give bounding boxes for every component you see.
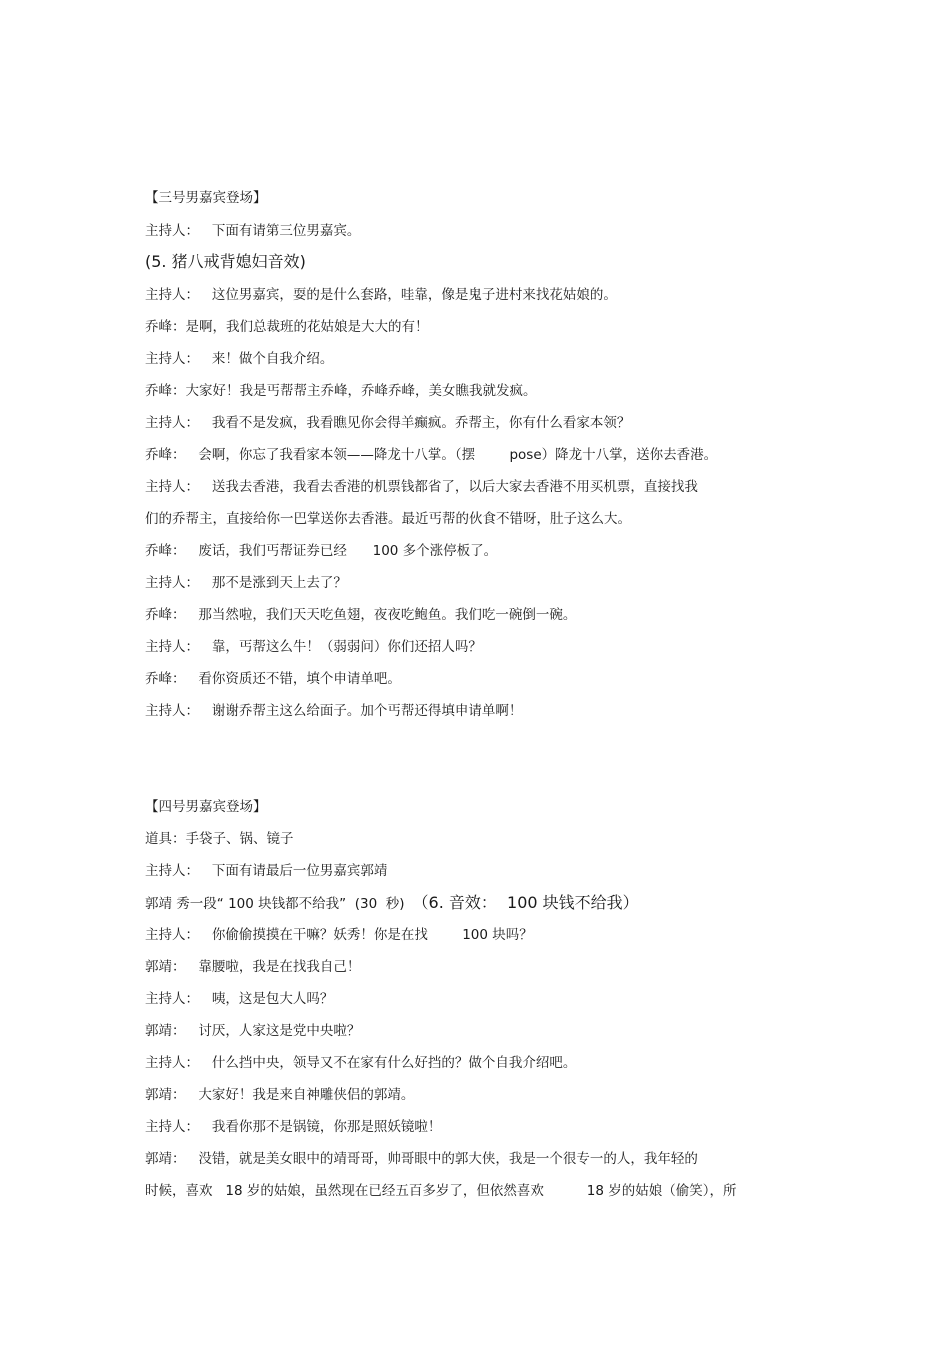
sound-effect-line: (5. 猪八戒背媳妇音效): [145, 252, 306, 271]
dialogue-line: 主持人： 靠，丐帮这么牛！（弱弱问）你们还招人吗？: [145, 639, 482, 655]
dialogue-line: 郭靖： 靠腰啦，我是在找我自己！: [145, 959, 361, 975]
dialogue-line: 主持人： 下面有请第三位男嘉宾。: [145, 223, 361, 239]
dialogue-line: 乔峰： 废话，我们丐帮证券已经 100 多个涨停板了。: [145, 543, 498, 559]
dialogue-line: 主持人： 这位男嘉宾，耍的是什么套路，哇靠，像是鬼子进村来找花姑娘的。: [145, 287, 617, 303]
dialogue-line: 们的乔帮主，直接给你一巴掌送你去香港。最近丐帮的伙食不错呀，肚子这么大。: [145, 511, 631, 527]
dialogue-line: 郭靖： 大家好！我是来自神雕侠侣的郭靖。: [145, 1087, 415, 1103]
section-heading-4: 【四号男嘉宾登场】: [145, 799, 267, 815]
dialogue-line: 主持人： 我看不是发疯，我看瞧见你会得羊癫疯。乔帮主，你有什么看家本领？: [145, 415, 631, 431]
dialogue-line: 主持人： 来！做个自我介绍。: [145, 351, 334, 367]
dialogue-line: 郭靖： 讨厌，人家这是党中央啦？: [145, 1023, 361, 1039]
section-heading-3: 【三号男嘉宾登场】: [145, 190, 267, 206]
dialogue-line: 主持人： 什么挡中央，领导又不在家有什么好挡的？做个自我介绍吧。: [145, 1055, 577, 1071]
performance-line: [145, 894, 639, 913]
dialogue-line: 主持人： 那不是涨到天上去了？: [145, 575, 347, 591]
dialogue-line: 时候，喜欢 18 岁的姑娘，虽然现在已经五百多岁了，但依然喜欢 18 岁的姑娘（偷笑），所: [145, 1183, 737, 1199]
dialogue-line: 主持人： 咦，这是包大人吗？: [145, 991, 334, 1007]
dialogue-line: 郭靖： 没错，就是美女眼中的靖哥哥，帅哥眼中的郭大侠，我是一个很专一的人，我年轻的: [145, 1151, 698, 1167]
dialogue-line: 主持人： 送我去香港，我看去香港的机票钱都省了，以后大家去香港不用买机票，直接找我: [145, 479, 698, 495]
dialogue-line: 乔峰： 会啊，你忘了我看家本领——降龙十八掌。（摆 pose）降龙十八掌，送你去香港。: [145, 447, 718, 463]
dialogue-line: 主持人： 我看你那不是锅镜，你那是照妖镜啦！: [145, 1119, 442, 1135]
dialogue-line: 乔峰：是啊，我们总裁班的花姑娘是大大的有！: [145, 319, 429, 335]
props-line: 道具：手袋子、锅、镜子: [145, 831, 294, 847]
dialogue-line: 乔峰： 那当然啦，我们天天吃鱼翅，夜夜吃鲍鱼。我们吃一碗倒一碗。: [145, 607, 577, 623]
dialogue-line: 主持人： 你偷偷摸摸在干嘛？妖秀！你是在找 100 块吗？: [145, 927, 533, 943]
dialogue-line: 乔峰：大家好！我是丐帮帮主乔峰，乔峰乔峰，美女瞧我就发疯。: [145, 383, 537, 399]
sound-effect-line: （6. 音效： 100 块钱不给我）: [412, 893, 639, 912]
dialogue-line: 乔峰： 看你资质还不错，填个申请单吧。: [145, 671, 401, 687]
dialogue-line: 主持人： 下面有请最后一位男嘉宾郭靖: [145, 863, 388, 879]
dialogue-line: 主持人： 谢谢乔帮主这么给面子。加个丐帮还得填申请单啊！: [145, 703, 523, 719]
performance-text: 郭靖 秀一段“ 100 块钱都不给我” (30 秒): [145, 896, 405, 912]
